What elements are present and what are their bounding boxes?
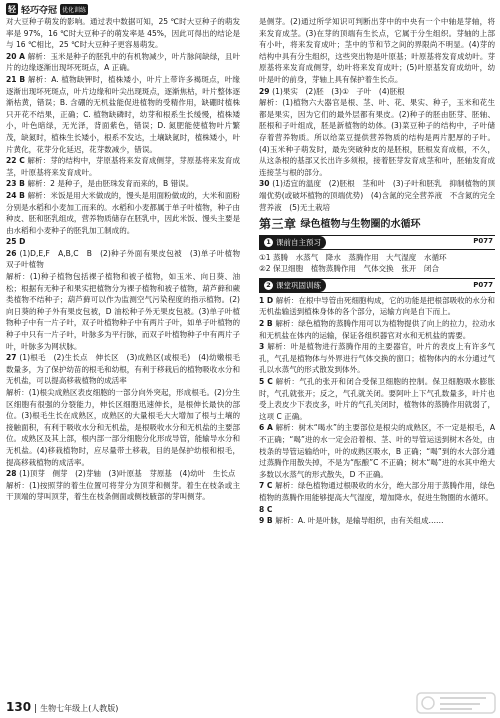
answer-paragraph <box>6 16 240 51</box>
answer-text: 解析：玉米是种子的胚乳中的有机物减少，叶片脉间缺绿，且叶片的边缘逐渐出现坏死斑点，A 正确。 <box>6 51 240 73</box>
answer-paragraph <box>6 74 240 155</box>
question-number: 20 <box>6 51 20 61</box>
answer-text: 解析：绿色植物通过根吸收的水分，绝大部分用于蒸腾作用，绿色植物的蒸腾作用能够提高大气湿度，增加降水，促进生物圈的水循环。 <box>259 481 495 502</box>
answer-paragraph <box>6 155 240 178</box>
answer-text: 解析：气孔的张开和闭合受保卫细胞的控制。保卫细胞吸水膨胀时，气孔就张开；反之，气孔就关闭。要阿叶上下气孔数量多，叶片也受上表皮少下表皮多，叶片的气孔关闭时，植物体的蒸腾作用就弱了，这项 C 正确。 <box>259 377 495 421</box>
answer-choice: C <box>267 377 276 387</box>
chapter-number: 第三章 <box>259 217 297 232</box>
answer-text: ②2 保卫细胞 植物蒸腾作用 气体交换 张开 闭合 <box>259 264 439 274</box>
answer-paragraph <box>259 422 495 480</box>
question-number: 3 <box>259 342 268 352</box>
section-bar-practice <box>259 278 495 293</box>
answer-text: ①1 蒸腾 水蒸气 降水 蒸腾作用 大气湿度 水循环 <box>259 252 447 262</box>
answer-choice: A <box>19 51 28 61</box>
answer-text: 解析：在根中导管由死细胞构成，它的功能是把根部吸收的水分和无机盐输送到植株身体的各个部分，运输方向是自下而上。 <box>259 295 495 317</box>
right-column-bottom <box>259 295 495 527</box>
answer-text: 解析：绿色植物的蒸腾作用可以为植物提供了向上的拉力，拉动水和无机盐在体内的运输，保证各组织器官对水和无机盐的需要。 <box>259 319 495 340</box>
question-number: 23 <box>6 179 20 189</box>
question-number: 26 <box>6 248 20 258</box>
answer-choice: D <box>266 295 276 305</box>
answer-paragraph <box>259 252 495 264</box>
answer-text: 是侧芽。(2)通过所学知识可判断出芽中的中央有一个中轴是芽轴，将来发育成茎。(3)在芽的顶端有生长点，它属于分生组织。芽轴的上部有小叶，将来发育成叶；茎中的节和节之间的界限尚不明显。(4)芽的结构中具有分生组织，这些突出物是叶原基；叶原基将发育成幼叶。芽原基将来发育成侧芽，幼叶将来发育成叶；(5)叶原基发育成幼叶，幼叶是叶的前身，芽轴上具有保护着生长点。 <box>259 17 495 84</box>
answer-text: 解析：A. 植物缺钾时，植株矮小，叶片上带许多褐斑点，叶缘逐渐出现坏死斑点，叶片边缘和叶尖出现斑点，逐渐焦枯，叶片整体逐渐枯黄，错误；B. 含硼的无机盐能促进植物的受精作用，缺硼时植株只开花不结果，正确；C. 植物缺磷时，幼芽和根系生长缓慢，植株矮小，叶色暗绿，无光泽，背面紫色，错误；D. 氮肥能使植物叶片繁茂，缺氮时，植株生长矮小，根系不发达，土壤缺氮时，植株矮小，叶片黄化，花芽分化延迟，花芽数减少，错误。 <box>6 74 240 154</box>
answer-choice: B <box>19 74 28 84</box>
answer-choice: C <box>19 156 28 166</box>
answer-paragraph <box>259 16 495 86</box>
answer-paragraph <box>6 387 240 468</box>
answer-text: (1)D,E,F A,B,C B (2)种子外面有果皮包被 (3)单子叶植物 双子叶植物 <box>6 248 248 270</box>
answer-choice: A <box>266 423 276 433</box>
answer-text: 解析：A. 叶是叶脉，是输导组织，由有关组成…… <box>275 516 444 526</box>
footer-subject: 生物七年级上(人教版) <box>40 704 119 713</box>
answer-text: 解析：叶是植物进行蒸腾作用的主要器官，叶片的表皮上有许多气孔，气孔是植物体与外界进行气体交换的窗口；植物体内的水分通过气孔以水蒸气的形式散发到体外。 <box>259 342 495 375</box>
answer-paragraph <box>6 236 240 248</box>
brand-logo <box>6 2 88 16</box>
answer-text: 解析：(1)按照芽的着生位置可将芽分为顶芽和侧芽。着生在枝条或主干顶端的芽叫顶芽，着生在枝条侧面或侧枝腋部的芽叫侧芽。 <box>6 480 240 502</box>
answer-paragraph <box>259 97 495 178</box>
answer-paragraph <box>259 341 495 376</box>
question-number: 21 <box>6 74 20 84</box>
question-number: 25 <box>6 237 20 247</box>
section-bar-preview <box>259 235 495 250</box>
answer-text: 解析：(1)根尖成熟区表皮细胞的一部分向外突起，形成根毛。(2)分生区细胞有很强的分裂能力，伸长区细胞迅速伸长，是根伸长最快的部位。(3)根毛生长在成熟区，成熟区的大量根毛大大增加了根与土壤的接触面积，有利于吸收水分和无机盐，是根吸收水分和无机盐的主要部位。成熟区及其上部，根内部一部分细胞分化形成导管，能输导水分和无机盐。(4)移栽植物时，应尽量带土移栽，目的是保护幼根和根毛，提高移栽植物的成活率。 <box>6 388 240 467</box>
question-number: 1 <box>259 295 267 305</box>
section-number: 2 <box>264 281 273 290</box>
answer-text: 解析：(1)种子植物包括裸子植物和被子植物，如玉米、向日葵、油松；根据有无种子和果实把植物分为裸子植物和被子植物，葫芦藓和蕨类植物不结种子；葫芦藓可以作为监测空气污染程度的指示植物。(2)向日葵的种子外有果皮包被，D 油松种子外无果皮包被。(3)单子叶植物种子中有一片子叶，双子叶植物种子中有两片子叶，如单子叶植物的种子中只有一片子叶，叶脉多为平行脉，而双子叶植物种子中有两片子叶，叶脉多为网状脉。 <box>6 272 240 351</box>
answer-text: (1)根毛 (2)生长点 伸长区 (3)成熟区(或根毛) (4)幼嫩根毛数量多，为了保护幼苗的根毛和幼根，有利于移栽后的植物吸收水分和无机盐，可以提高移栽植物的成活率 <box>6 353 240 386</box>
answer-paragraph <box>6 51 240 74</box>
answer-choice: B <box>266 516 276 526</box>
question-number: 29 <box>259 86 273 96</box>
question-number: 6 <box>259 423 267 433</box>
right-column <box>259 16 495 527</box>
answer-paragraph <box>259 178 495 213</box>
question-number: 22 <box>6 156 20 166</box>
answer-paragraph <box>259 504 495 516</box>
question-number: 28 <box>6 469 20 479</box>
brand-tag: 优化训练 <box>60 4 88 15</box>
right-column-top <box>259 16 495 213</box>
answer-paragraph <box>259 263 495 275</box>
footer-separator: | <box>34 704 38 714</box>
answer-paragraph <box>259 295 495 318</box>
question-number: 2 <box>259 319 267 329</box>
question-number: 24 <box>6 190 20 200</box>
brand-icon: 轻 <box>8 4 16 14</box>
answer-text: 解析：(1)植物六大器官是根、茎、叶、花、果实、种子，玉米和花生都是果实，因为它们的最外层都有果皮。(2)种子的胚由胚芽、胚轴、胚根和子叶组成，胚是新植物的幼体。(3)菜豆种子的结构中，子叶储存着营养物质。所以给菜豆提供营养物质的结构是两片肥厚的子叶。(4)玉米种子萌发时，最先突破种皮的是胚根，胚根发育成根，不久，从这条根的基部又长出许多须根，接着胚芽发育成茎和叶，胚轴发育成连接茎与根的部分。 <box>259 98 495 177</box>
answer-text: 解析：米饭是用大米做成的，馒头是用面粉做成的，大米和面粉分别是水稻和小麦加工而来的。水稻和小麦都属于单子叶植物，种子由种皮、胚和胚乳组成，营养物质储存在胚乳中，因此米饭、馒头主要是由水稻和小麦种子的胚乳加工制成的。 <box>6 190 240 235</box>
answer-paragraph <box>259 86 495 98</box>
chapter-heading <box>259 219 495 231</box>
answer-choice: B <box>266 319 276 329</box>
answer-choice: C <box>266 481 276 491</box>
question-number: 7 <box>259 481 267 491</box>
section-number: 1 <box>264 238 273 247</box>
answer-paragraph <box>6 271 240 352</box>
question-number: 5 <box>259 377 268 387</box>
question-number: 30 <box>259 179 273 189</box>
question-number: 8 <box>259 504 267 514</box>
answer-paragraph <box>6 178 240 190</box>
section1-items <box>259 252 495 275</box>
question-number: 27 <box>6 353 20 363</box>
answer-paragraph <box>6 468 240 480</box>
answer-text: 对大豆种子萌发的影响。通过表中数据可知，25 ℃时大豆种子的萌发率是 97%，16 ℃时大豆种子的萌发率是 45%，因此可得出的结论是与 16 ℃相比，25 ℃时大豆种子更容易萌发。 <box>6 17 240 50</box>
answer-paragraph <box>259 515 495 527</box>
answer-paragraph <box>6 352 240 387</box>
answer-choice: B <box>19 179 28 189</box>
section-label: 课前自主预习 <box>276 237 321 247</box>
answer-text: (1)适宜的温度 (2)胚根 茎和叶 (3)子叶和胚乳 抑制植物的顶端优势(或破坏植物的顶端优势) (4)含氮的完全营养液 不含氮的完全营养液 (5)无土栽培 <box>259 179 495 212</box>
left-column <box>6 16 248 503</box>
watermark-icon <box>416 690 496 716</box>
page-number: 130 <box>6 700 32 714</box>
answer-choice: D <box>19 237 26 247</box>
answer-text: (1)果实 (2)胚 (3)① 子叶 (4)胚根 <box>272 86 405 96</box>
answer-paragraph <box>6 190 240 236</box>
section-page: P077 <box>473 280 493 289</box>
answer-paragraph <box>259 318 495 341</box>
answer-text: (1)顶芽 侧芽 (2)芽轴 (3)叶原基 芽原基 (4)幼叶 生长点 <box>19 469 236 479</box>
chapter-title: 绿色植物与生物圈的水循环 <box>300 219 421 231</box>
section-page: P077 <box>473 237 493 246</box>
answer-text: 解析：树木“喝水”的主要部位是根尖的成熟区，不一定是根毛，A 不正确；“喝”进的水一定会沿着根、茎、叶的导管运送到树木各处，由枝条的导管运输给叶，叶的成熟区吸水，B 正确；“喝”到的水大部分通过蒸腾作用散失掉，不是为“酝酿”C 不正确；树木“喝”进的水其中绝大多数以水蒸气的形式散失，D 不正确。 <box>259 423 495 479</box>
answer-choice: C <box>266 504 273 514</box>
answer-text: 解析：芽的结构中，芽原基将来发育成侧芽，芽原基将来发育成茎，叶原基将来发育成叶。 <box>6 156 240 177</box>
answer-choice: B <box>19 190 28 200</box>
answer-paragraph <box>6 248 248 271</box>
answer-text: 解析：2 是种子，是由胚珠发育而来的，B 错误。 <box>27 179 194 189</box>
section-label: 课堂巩固训练 <box>276 280 321 290</box>
answer-paragraph <box>6 480 240 503</box>
brand-name: 轻巧夺冠 <box>21 5 58 16</box>
answer-paragraph <box>259 376 495 422</box>
question-number: 9 <box>259 516 267 526</box>
answer-paragraph <box>259 480 495 503</box>
page-footer <box>6 700 118 714</box>
